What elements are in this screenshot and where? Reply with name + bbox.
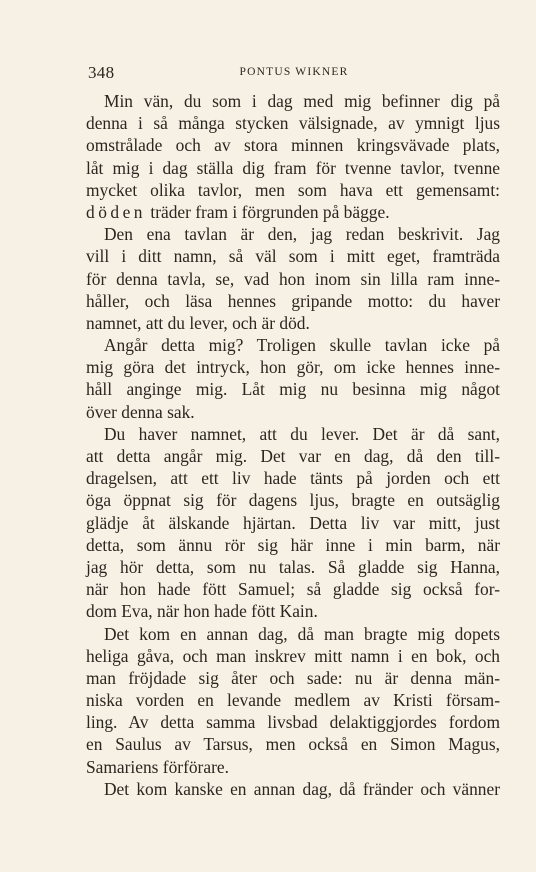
text-line: mig göra det intryck, hon gör, om icke hennes inne- bbox=[86, 357, 500, 378]
text-line: för denna tavla, se, vad hon inom sin lilla ram inne- bbox=[86, 268, 500, 289]
text-line: dom Eva, när hon hade fött Kain. bbox=[86, 601, 318, 622]
text-line: namnet, att du lever, och är död. bbox=[86, 312, 310, 333]
text-line: Du haver namnet, att du lever. Det är då sant, bbox=[104, 423, 500, 444]
text-line: vill i ditt namn, så väl som i mitt eget, framträda bbox=[86, 246, 500, 267]
text-line: håll anginge mig. Låt mig nu besinna mig något bbox=[86, 379, 500, 400]
text-line: dragelsen, att ett liv hade tänts på jorden och ett bbox=[86, 468, 500, 489]
text-line: mycket olika tavlor, men som hava ett gemensamt: bbox=[86, 179, 500, 200]
text-line: ling. Av detta samma livsbad delaktiggjordes fordom bbox=[86, 712, 500, 733]
body-text bbox=[86, 90, 500, 800]
page-number: 348 bbox=[88, 63, 115, 82]
text-line: öga öppnat sig för dagens ljus, bragte en outsäglig bbox=[86, 490, 500, 511]
text-line: låt mig i dag ställa dig fram för tvenne tavlor, tvenne bbox=[86, 157, 500, 178]
text-line: Samariens förförare. bbox=[86, 756, 229, 777]
text-line: denna i så många stycken välsignade, av ymnigt ljus bbox=[86, 113, 500, 134]
text-fragment: träder fram i förgrunden på bägge. bbox=[146, 201, 390, 222]
text-line: när hon hade fött Samuel; så gladde sig också for- bbox=[86, 579, 500, 600]
text-line: detta, som ännu rör sig här inne i min barm, när bbox=[86, 534, 500, 555]
text-line: jag hör detta, som nu talas. Så gladde sig Hanna, bbox=[86, 556, 500, 577]
text-line: heliga gåva, och man inskrev mitt namn i en bok, och bbox=[86, 645, 500, 666]
text-line: omstrålade och av stora minnen kringsvävade plats, bbox=[86, 135, 500, 156]
spaced-word: döden bbox=[86, 201, 147, 222]
text-line: glädje åt älskande hjärtan. Detta liv var mitt, just bbox=[86, 512, 500, 533]
text-line: Det kom kanske en annan dag, då fränder och vänner bbox=[104, 778, 500, 799]
running-head: PONTUS WIKNER bbox=[239, 66, 349, 78]
text-line: Min vän, du som i dag med mig befinner dig på bbox=[104, 91, 500, 111]
text-line: Det kom en annan dag, då man bragte mig dopets bbox=[104, 623, 500, 644]
text-line: man fröjdade sig åter och sade: nu är denna män- bbox=[86, 667, 500, 688]
text-line: Den ena tavlan är den, jag redan beskrivit. Jag bbox=[104, 224, 500, 245]
text-line: niska vorden en levande medlem av Kristi försam- bbox=[86, 690, 500, 711]
text-line: över denna sak. bbox=[86, 401, 195, 422]
text-line: Angår detta mig? Troligen skulle tavlan icke på bbox=[104, 335, 500, 356]
text-line: en Saulus av Tarsus, men också en Simon Magus, bbox=[86, 734, 500, 755]
text-line bbox=[86, 201, 500, 223]
text-line: att detta angår mig. Det var en dag, då den till- bbox=[86, 446, 500, 466]
text-line: håller, och läsa hennes gripande motto: du haver bbox=[86, 290, 500, 311]
page-header bbox=[88, 63, 500, 83]
